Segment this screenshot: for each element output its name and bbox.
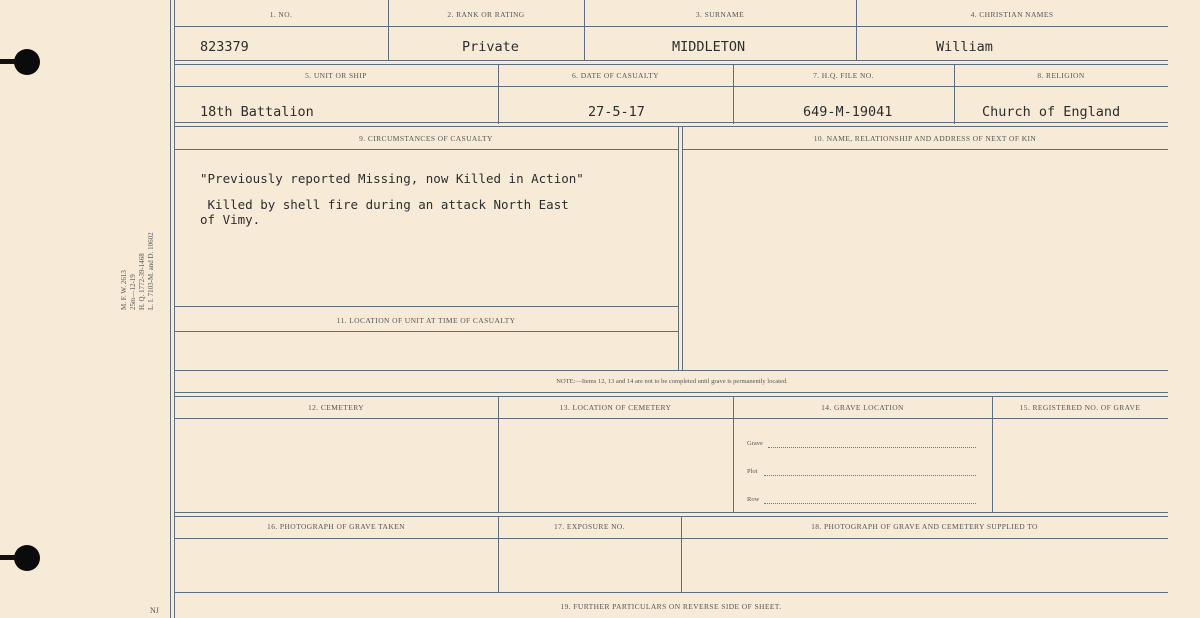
corner-mark: NJ — [150, 606, 159, 615]
binder-peg-top — [0, 59, 16, 64]
header-grave-location: 14. GRAVE LOCATION — [821, 403, 904, 412]
footer-further-particulars: 19. FURTHER PARTICULARS ON REVERSE SIDE OF SHEET. — [560, 602, 782, 611]
note-text: NOTE:—Items 12, 13 and 14 are not to be completed until grave is permanently located. — [556, 378, 788, 385]
binder-hole-bottom — [14, 545, 40, 571]
header-religion: 8. RELIGION — [1037, 71, 1085, 80]
header-date: 6. DATE OF CASUALTY — [572, 71, 659, 80]
rank-value: Private — [462, 39, 519, 55]
circumstances-line2: Killed by shell fire during an attack North East — [200, 197, 569, 212]
surname-value: MIDDLETON — [672, 39, 746, 55]
header-next-of-kin: 10. NAME, RELATIONSHIP AND ADDRESS OF NEXT OF KIN — [813, 134, 1037, 143]
form-number-line2: 25m—12-19 — [129, 274, 137, 310]
header-rank: 2. RANK OR RATING — [447, 10, 525, 19]
service-number: 823379 — [200, 39, 249, 55]
circumstances-line1: "Previously reported Missing, now Killed in Action" — [200, 171, 584, 186]
header-no: 1. NO. — [269, 10, 293, 19]
plot-label: Plot — [747, 468, 758, 475]
header-circumstances: 9. CIRCUMSTANCES OF CASUALTY — [359, 134, 493, 143]
religion-value: Church of England — [982, 104, 1121, 120]
christian-names-value: William — [936, 39, 993, 55]
form-number-line1: M. F. W. 2613 — [120, 270, 128, 310]
binder-peg-bottom — [0, 555, 16, 560]
header-photo-supplied: 18. PHOTOGRAPH OF GRAVE AND CEMETERY SUPPLIED TO — [811, 522, 1038, 531]
form-number-line3: H. Q. 1772-39-1468 — [138, 253, 146, 310]
header-photo-taken: 16. PHOTOGRAPH OF GRAVE TAKEN — [267, 522, 405, 531]
header-unit: 5. UNIT OR SHIP — [305, 71, 367, 80]
header-cemetery: 12. CEMETERY — [307, 403, 365, 412]
unit-value: 18th Battalion — [200, 104, 314, 120]
header-registered-no: 15. REGISTERED NO. OF GRAVE — [1019, 403, 1141, 412]
header-surname: 3. SURNAME — [695, 10, 745, 19]
row-label: Row — [747, 496, 760, 503]
header-location-unit: 11. LOCATION OF UNIT AT TIME OF CASUALTY — [336, 316, 516, 325]
grave-label: Grave — [747, 440, 763, 447]
binder-hole-top — [14, 49, 40, 75]
header-location-cemetery: 13. LOCATION OF CEMETERY — [559, 403, 672, 412]
header-exposure-no: 17. EXPOSURE NO. — [554, 522, 625, 531]
hq-file-value: 649-M-19041 — [803, 104, 893, 120]
header-hq-file: 7. H.Q. FILE NO. — [813, 71, 874, 80]
circumstances-line3: of Vimy. — [200, 212, 261, 227]
date-value: 27-5-17 — [588, 104, 645, 120]
form-number-line4: L. I. 7103-M. and D. 10602 — [147, 232, 155, 310]
header-christian-names: 4. CHRISTIAN NAMES — [970, 10, 1054, 19]
